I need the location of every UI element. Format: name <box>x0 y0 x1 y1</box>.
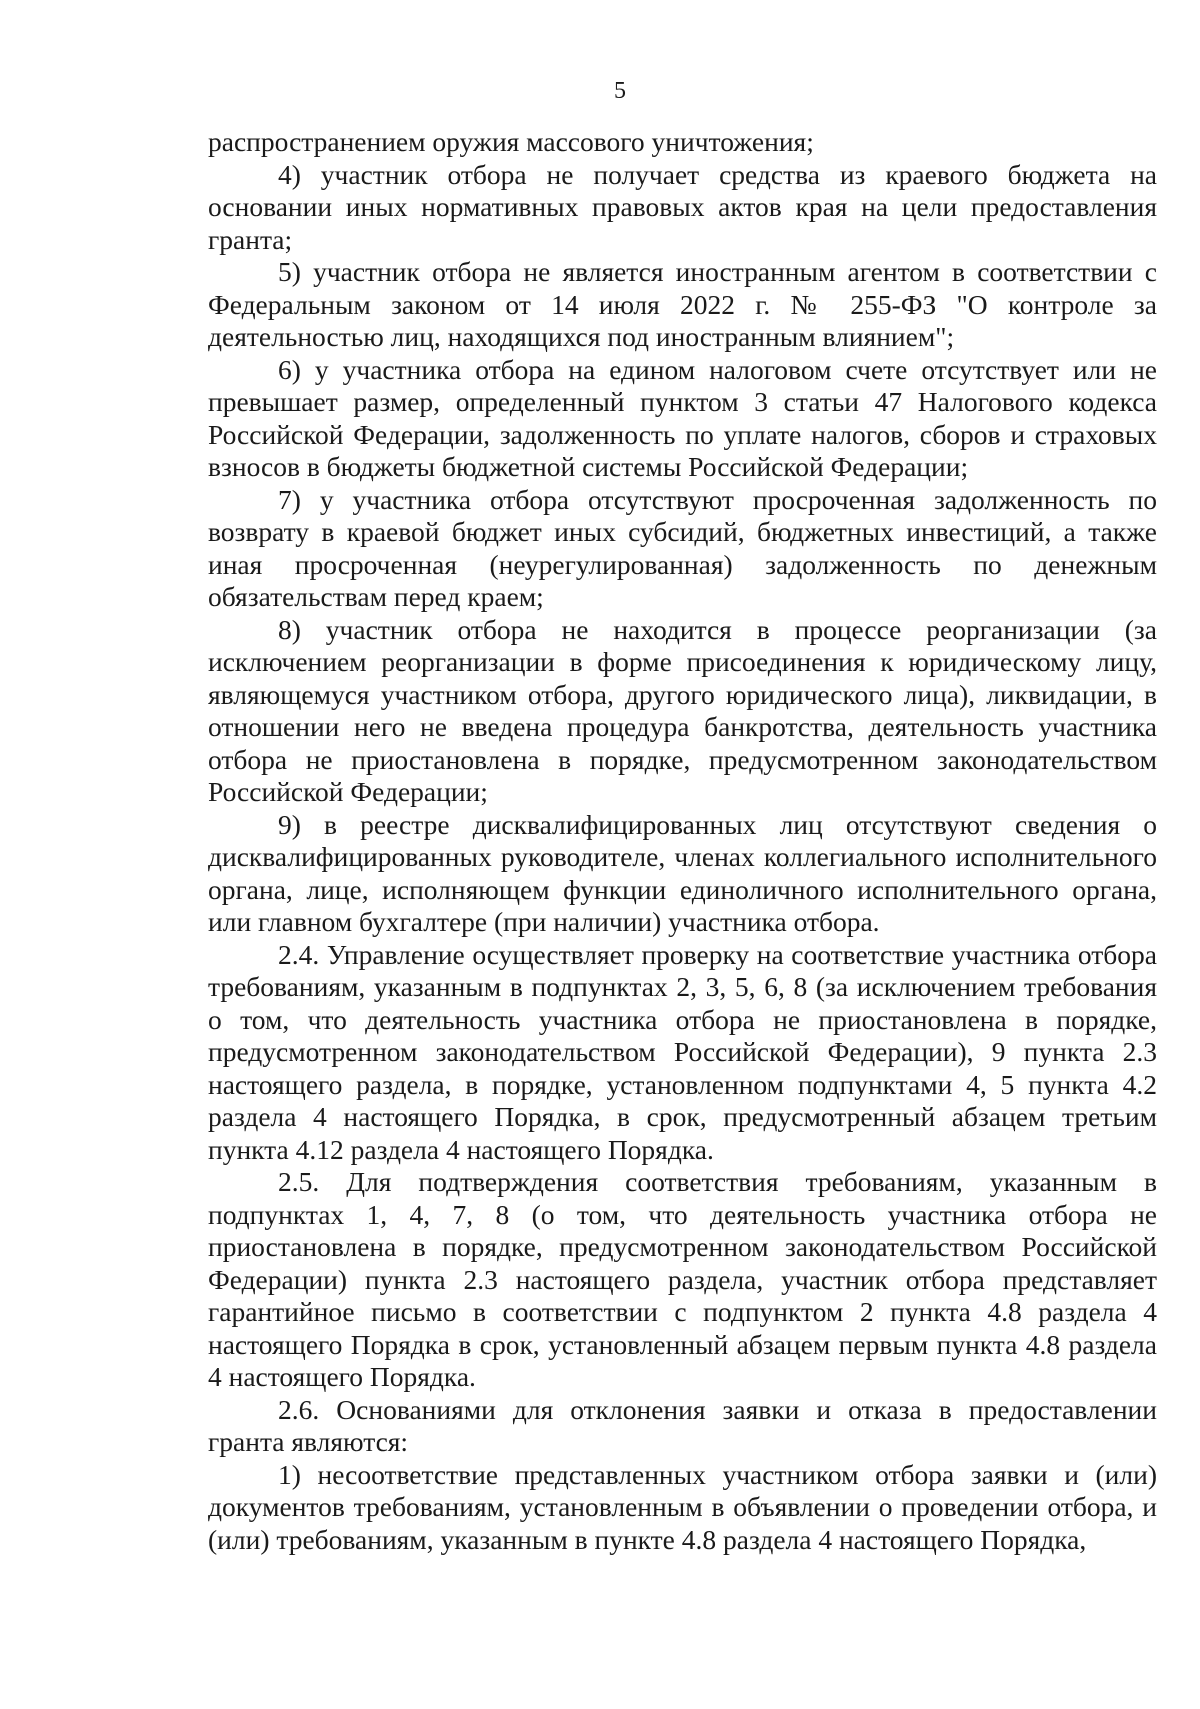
paragraph-continuation: распространением оружия массового уничтожения; <box>208 126 814 157</box>
paragraph-item-8: 8) участник отбора не находится в процессе реорганизации (за исключением реорганизации в форме присоединения к юридическому лицу, являющемуся участником отбора, другого юридического лица), ликвидации, в отношении него не введена процедура банкротства, деятельность участника отбора не приостановлена в порядке, предусмотренном законодательством Российской Федерации; <box>208 613 1157 807</box>
paragraph-item-9: 9) в реестре дисквалифицированных лиц отсутствуют сведения о дисквалифицированных руководителе, членах коллегиального исполнительного органа, лице, исполняющем функции единоличного исполнительного органа, или главном бухгалтере (при наличии) участника отбора. <box>208 808 1157 937</box>
paragraph-subitem-1: 1) несоответствие представленных участником отбора заявки и (или) документов требованиям, установленным в объявлении о проведении отбора, и (или) требованиям, указанным в пункте 4.8 раздела 4 настоящего Порядка, <box>208 1458 1157 1555</box>
paragraph-item-4: 4) участник отбора не получает средства из краевого бюджета на основании иных нормативных правовых актов края на цели предоставления гранта; <box>208 158 1157 255</box>
paragraph-section-2-5: 2.5. Для подтверждения соответствия требованиям, указанным в подпунктах 1, 4, 7, 8 (о том, что деятельность участника отбора не приостановлена в порядке, предусмотренном законодательством Российской Федерации) пункта 2.3 настоящего раздела, участник отбора представляет гарантийное письмо в соответствии с подпунктом 2 пункта 4.8 раздела 4 настоящего Порядка в срок, установленный абзацем первым пункта 4.8 раздела 4 настоящего Порядка. <box>208 1166 1157 1392</box>
paragraph-item-5: 5) участник отбора не является иностранным агентом в соответствии с Федеральным законом от 14 июля 2022 г. № 255-ФЗ "О контроле за деятельностью лиц, находящихся под иностранным влиянием"; <box>208 256 1157 352</box>
paragraph-item-7: 7) у участника отбора отсутствуют просроченная задолженность по возврату в краевой бюджет иных субсидий, бюджетных инвестиций, а также иная просроченная (неурегулированная) задолженность по денежным обязательствам перед краем; <box>208 483 1157 612</box>
paragraph-section-2-6: 2.6. Основаниями для отклонения заявки и отказа в предоставлении гранта являются: <box>208 1393 1157 1457</box>
paragraph-section-2-4: 2.4. Управление осуществляет проверку на соответствие участника отбора требованиям, указанным в подпунктах 2, 3, 5, 6, 8 (за исключением требования о том, что деятельность участника отбора не приостановлена в порядке, предусмотренном законодательством Российской Федерации), 9 пункта 2.3 настоящего раздела, в порядке, установленном подпунктами 4, 5 пункта 4.2 раздела 4 настоящего Порядка, в срок, предусмотренный абзацем третьим пункта 4.12 раздела 4 настоящего Порядка. <box>208 938 1157 1165</box>
paragraph-item-6: 6) у участника отбора на едином налоговом счете отсутствует или не превышает размер, определенный пунктом 3 статьи 47 Налогового кодекса Российской Федерации, задолженность по уплате налогов, сборов и страховых взносов в бюджеты бюджетной системы Российской Федерации; <box>208 353 1157 482</box>
document-body <box>208 126 1157 1556</box>
page-number: 5 <box>614 78 626 104</box>
